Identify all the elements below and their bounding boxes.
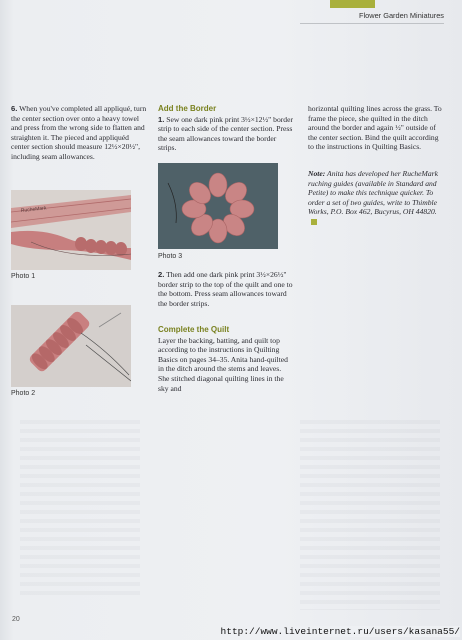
border-section [158,104,294,153]
photo-3 [158,163,278,249]
watermark-url[interactable]: http://www.liveinternet.ru/users/kasana55/ [220,626,460,637]
end-mark-icon [311,219,317,225]
header-accent-bar [330,0,375,8]
step-6-number: 6. [11,104,18,113]
note-paragraph [308,169,444,227]
photo-3-image [158,163,278,249]
border-step-2-paragraph [158,270,294,308]
note-label: Note: [308,169,326,178]
border-step-2-text: Then add one dark pink print 3½×26½" border strip to the top of the quilt and one to the bottom. Press seam allowances toward the border strips. [158,270,293,308]
step-6-text: When you've completed all appliqué, turn the center section over onto a heavy towel and press from the wrong side to flatten and straighten it. The pieced and appliquéd center section should measure 12½×20½", including seam allowances. [11,104,147,161]
photo-2-caption: Photo 2 [11,390,36,397]
photo-2 [11,305,131,387]
photo-1-image [11,190,131,270]
page-number: 20 [12,616,20,623]
border-heading: Add the Border [158,104,217,113]
border-step-1-text: Sew one dark pink print 3½×12½" border strip to each side of the center section. Press the seam allowances toward the border strips. [158,114,293,153]
show-through-left [20,420,140,600]
quilting-continued-paragraph: horizontal quilting lines across the grass. To frame the piece, she quilted in the ditch around the border and again ½" outside of the center section. Bind the quilt according to the instructions in Quilting Basics. [308,104,442,152]
note-text: Anita has developed her RucheMark ruching guides (available in Standard and Petite) to make this technique quicker. To order a set of two guides, write to Thimble Works, P.O. Box 462, Bucyrus, OH 44820. [308,169,438,217]
photo-1-caption: Photo 1 [11,273,36,280]
photo-3-caption: Photo 3 [158,253,183,260]
complete-quilt-text: Layer the backing, batting, and quilt top according to the instructions in Quilting Basics on pages 34–35. Anita hand-quilted in the ditch around the stems and leaves. She stitched diagonal quilting lines in the sky and [158,335,288,393]
complete-quilt-section [158,325,294,393]
running-header: Flower Garden Miniatures [300,11,444,24]
ruching-guide-label: RucheMark [20,205,47,214]
border-step-2-number: 2. [158,270,165,279]
step-6-paragraph [11,104,147,162]
photo-1 [11,190,131,270]
border-step-1-number: 1. [158,114,165,124]
complete-quilt-heading: Complete the Quilt [158,325,230,334]
show-through-right [300,420,440,610]
photo-2-image [11,305,131,387]
